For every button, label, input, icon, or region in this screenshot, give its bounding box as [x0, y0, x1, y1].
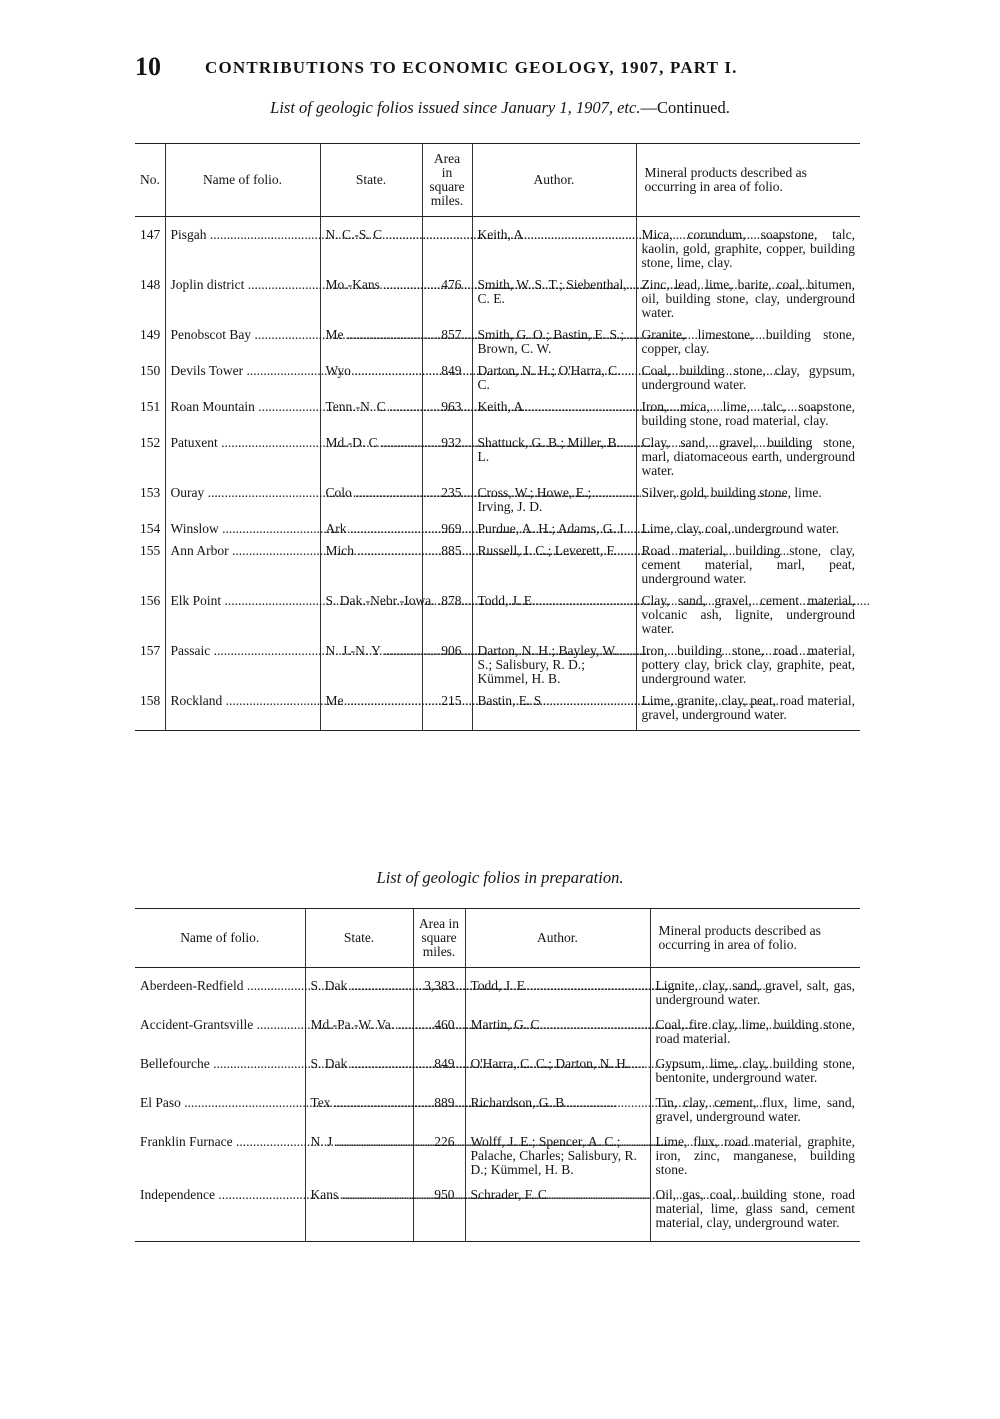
- header-minerals: Mineral products described as occurring in area of folio.: [650, 909, 860, 968]
- table-row: [135, 979, 860, 1018]
- folio-state: [305, 1057, 413, 1096]
- folio-state: [320, 364, 422, 400]
- folio-name-text: Independence .....: [140, 1188, 300, 1202]
- table-row: [135, 1188, 860, 1242]
- folio-state: [305, 1018, 413, 1057]
- folio-number: 152: [140, 435, 161, 450]
- folio-name-text: Patuxent .....: [171, 436, 315, 450]
- header-minerals: Mineral products described as occurring in area of folio.: [636, 144, 860, 217]
- folio-area: 906: [422, 644, 472, 694]
- folio-minerals: Clay, sand, gravel, building stone, marl, diatomaceous earth, underground water.: [636, 436, 860, 486]
- table-row: [135, 594, 860, 644]
- folio-state: [320, 278, 422, 328]
- folio-name: [135, 1018, 305, 1057]
- table1-body: [135, 217, 860, 731]
- folio-name-text: Roan Mountain .....: [171, 400, 315, 414]
- folio-area: 889: [413, 1096, 465, 1135]
- folio-state-text: Md.-D. C .....: [326, 436, 417, 450]
- folio-author: Smith, W. S. T.; Siebenthal, C. E.: [472, 278, 636, 328]
- folio-name: [165, 694, 320, 731]
- folio-author: Keith, A: [472, 400, 636, 436]
- folio-state: [305, 1188, 413, 1242]
- folio-name: [165, 228, 320, 278]
- folio-state: [320, 644, 422, 694]
- header-no: No.: [135, 144, 165, 217]
- folio-name: [165, 364, 320, 400]
- folio-name-text: Winslow .....: [171, 522, 315, 536]
- table2-header-row: [135, 909, 860, 968]
- folio-name-text: Franklin Furnace .....: [140, 1135, 300, 1149]
- folio-state-text: S. Dak .....: [311, 979, 408, 993]
- table-row: [135, 436, 860, 486]
- table-row: [135, 694, 860, 731]
- folio-area: 878: [422, 594, 472, 644]
- table-row: [135, 1135, 860, 1188]
- table2-body: [135, 968, 860, 1242]
- folio-author: Richardson, G. B: [465, 1096, 650, 1135]
- table1-caption-text: List of geologic folios issued since January 1, 1907, etc.: [270, 98, 641, 117]
- folio-state: [305, 979, 413, 1018]
- folio-minerals: Tin, clay, cement, flux, lime, sand, gravel, underground water.: [650, 1096, 860, 1135]
- folio-area: 476: [422, 278, 472, 328]
- folio-minerals: Lime, granite, clay, peat, road material, gravel, underground water.: [636, 694, 860, 731]
- folio-minerals: Lime, flux, road material, graphite, iron, zinc, manganese, building stone.: [650, 1135, 860, 1188]
- table1-header-row: [135, 144, 860, 217]
- folio-name: [135, 979, 305, 1018]
- folio-minerals: Road material, building stone, clay, cement material, marl, peat, underground water.: [636, 544, 860, 594]
- folio-name-text: Rockland .....: [171, 694, 315, 708]
- folio-state-text: Colo .....: [326, 486, 417, 500]
- running-head: CONTRIBUTIONS TO ECONOMIC GEOLOGY, 1907, PART I.: [205, 58, 738, 77]
- issued-folios-table: [135, 143, 860, 731]
- folio-minerals: Gypsum, lime, clay, building stone, bentonite, underground water.: [650, 1057, 860, 1096]
- folio-author: Todd, J. E: [465, 979, 650, 1018]
- folio-minerals: Granite, limestone, building stone, copper, clay.: [636, 328, 860, 364]
- header-name: Name of folio.: [165, 144, 320, 217]
- folio-state-text: Ark .....: [326, 522, 417, 536]
- folio-area: 932: [422, 436, 472, 486]
- folio-number: 147: [140, 227, 161, 242]
- table-row: [135, 1057, 860, 1096]
- folio-state: [320, 522, 422, 544]
- folio-state-text: Kans .....: [311, 1188, 408, 1202]
- header-state: State.: [320, 144, 422, 217]
- folio-name-text: El Paso .....: [140, 1096, 300, 1110]
- table-row: [135, 522, 860, 544]
- header-area: Area in square miles.: [413, 909, 465, 968]
- folio-name-text: Devils Tower .....: [171, 364, 315, 378]
- header-state: State.: [305, 909, 413, 968]
- folio-number: 158: [135, 694, 165, 731]
- folio-number: 149: [140, 327, 161, 342]
- table-row: [135, 400, 860, 436]
- folio-state-text: Mich .....: [326, 544, 417, 558]
- folio-name-text: Accident-Grantsville .....: [140, 1018, 300, 1032]
- header-author: Author.: [465, 909, 650, 968]
- folio-author: Cross, W.; Howe, E.; Irving, J. D.: [472, 486, 636, 522]
- table-row: [135, 1096, 860, 1135]
- folio-area: 460: [413, 1018, 465, 1057]
- folio-state-text: S. Dak.-Nebr.-Iowa. .....: [326, 594, 417, 608]
- folio-minerals: Lignite, clay, sand, gravel, salt, gas, underground water.: [650, 979, 860, 1018]
- folio-author: Schrader, F. C: [465, 1188, 650, 1242]
- folio-name: [135, 1096, 305, 1135]
- folio-area: 849: [413, 1057, 465, 1096]
- table1-caption: [0, 98, 1000, 118]
- folio-author: Todd, J. E: [472, 594, 636, 644]
- folio-state-text: Mo.-Kans .....: [326, 278, 417, 292]
- folio-minerals: Oil, gas, coal, building stone, road material, lime, glass sand, cement material, clay, underground water.: [650, 1188, 860, 1242]
- folio-state-text: Wyo .....: [326, 364, 417, 378]
- folio-area: 963: [422, 400, 472, 436]
- folio-area: 885: [422, 544, 472, 594]
- folio-state: [305, 1096, 413, 1135]
- folio-name: [165, 644, 320, 694]
- folio-state-text: Me .....: [326, 694, 417, 708]
- folio-area: 969: [422, 522, 472, 544]
- folio-number: 150: [140, 363, 161, 378]
- folio-minerals: Mica, corundum, soapstone, talc, kaolin, gold, graphite, copper, building stone, lime, clay.: [636, 228, 860, 278]
- folio-minerals: Coal, fire clay, lime, building stone, road material.: [650, 1018, 860, 1057]
- folio-state-text: Tenn.-N. C .....: [326, 400, 417, 414]
- folio-author: Darton, N. H.; Bayley, W. S.; Salisbury, R. D.; Kümmel, H. B.: [472, 644, 636, 694]
- folio-name-text: Joplin district .....: [171, 278, 315, 292]
- folio-number: 156: [140, 593, 161, 608]
- folio-name: [135, 1135, 305, 1188]
- folio-name-text: Penobscot Bay .....: [171, 328, 315, 342]
- folio-area: 226: [413, 1135, 465, 1188]
- folio-name-text: Bellefourche .....: [140, 1057, 300, 1071]
- folio-number: 153: [140, 485, 161, 500]
- folio-name: [165, 436, 320, 486]
- folio-state: [320, 694, 422, 731]
- folio-minerals: Iron, mica, lime, talc, soapstone, building stone, road material, clay.: [636, 400, 860, 436]
- page-number: 10: [135, 52, 161, 81]
- folio-author: Wolff, J. E.; Spencer, A. C.; Palache, Charles; Salisbury, R. D.; Kümmel, H. B.: [465, 1135, 650, 1188]
- folio-state: [320, 436, 422, 486]
- folio-name: [165, 278, 320, 328]
- folio-state: [320, 593, 435, 644]
- folio-state-text: N. C.-S. C .....: [326, 228, 417, 242]
- folio-number: 151: [140, 399, 161, 414]
- folio-minerals: Iron, building stone, road material, pottery clay, brick clay, graphite, peat, underground water.: [636, 644, 860, 694]
- preparation-folios-table: [135, 908, 860, 1242]
- folio-author: Darton, N. H.; O'Harra, C. C.: [472, 364, 636, 400]
- folio-name-text: Aberdeen-Redfield .....: [140, 979, 300, 993]
- folio-number: 148: [140, 277, 161, 292]
- folio-author: Smith, G. O.; Bastin, E. S.; Brown, C. W.: [472, 328, 636, 364]
- table1-caption-continued: —Continued.: [640, 98, 730, 117]
- folio-number: 155: [140, 543, 161, 558]
- folio-area: 215: [422, 694, 472, 731]
- folio-name: [165, 328, 320, 364]
- folio-name-text: Passaic .....: [171, 644, 315, 658]
- folio-name-text: Elk Point .....: [171, 594, 315, 608]
- folio-state: [320, 328, 422, 364]
- folio-name: [165, 400, 320, 436]
- table-row: [135, 544, 860, 594]
- folio-number: 154: [140, 521, 161, 536]
- folio-minerals: Zinc, lead, lime, barite, coal, bitumen, oil, building stone, clay, underground water.: [636, 278, 860, 328]
- folio-state: [320, 486, 422, 522]
- folio-minerals: Lime, clay, coal, underground water.: [636, 522, 860, 544]
- header-author: Author.: [472, 144, 636, 217]
- folio-state-text: N. J .....: [311, 1135, 408, 1149]
- folio-state-text: S. Dak .....: [311, 1057, 408, 1071]
- folio-name: [165, 522, 320, 544]
- folio-name-text: Pisgah .....: [171, 228, 315, 242]
- folio-author: Martin, G. C: [465, 1018, 650, 1057]
- folio-name-text: Ann Arbor .....: [171, 544, 315, 558]
- folio-area: 235: [422, 486, 472, 522]
- folio-area: 849: [422, 364, 472, 400]
- folio-state: [320, 544, 422, 594]
- folio-state: [320, 228, 422, 278]
- folio-author: Keith, A: [472, 228, 636, 278]
- folio-minerals: Coal, building stone, clay, gypsum, underground water.: [636, 364, 860, 400]
- folio-name: [165, 544, 320, 594]
- folio-name: [135, 1188, 305, 1242]
- folio-area: 857: [422, 328, 472, 364]
- folio-name: [165, 594, 320, 644]
- folio-author: Shattuck, G. B.; Miller, B. L.: [472, 436, 636, 486]
- table-row: [135, 364, 860, 400]
- folio-author: Purdue, A. H.; Adams, G. I.: [472, 522, 636, 544]
- folio-area: 3,383: [413, 979, 465, 1018]
- header-name: Name of folio.: [135, 909, 305, 968]
- folio-number: 157: [140, 643, 161, 658]
- table-row: [135, 644, 860, 694]
- folio-state: [320, 400, 422, 436]
- folio-minerals: Clay, sand, gravel, cement material, volcanic ash, lignite, underground water.: [636, 594, 860, 644]
- table-row: [135, 228, 860, 278]
- folio-author: O'Harra, C. C.; Darton, N. H.: [465, 1057, 650, 1096]
- folio-author: Bastin, E. S: [472, 694, 636, 731]
- folio-state-text: Me .....: [326, 328, 417, 342]
- folio-name: [135, 1057, 305, 1096]
- table2-caption: List of geologic folios in preparation.: [376, 868, 624, 887]
- folio-minerals: Silver, gold, building stone, lime.: [636, 486, 860, 522]
- folio-state: [305, 1135, 413, 1188]
- folio-state-text: Md.-Pa.-W. Va. .....: [311, 1018, 408, 1032]
- folio-state-text: Tex .....: [311, 1096, 408, 1110]
- folio-author: Russell, I. C.; Leverett, F.: [472, 544, 636, 594]
- header-area: Area in square miles.: [422, 144, 472, 217]
- folio-name-text: Ouray .....: [171, 486, 315, 500]
- table-row: [135, 328, 860, 364]
- table-row: [135, 486, 860, 522]
- table-row: [135, 1018, 860, 1057]
- table-row: [135, 278, 860, 328]
- folio-name: [165, 486, 320, 522]
- folio-area: 950: [413, 1188, 465, 1242]
- folio-state-text: N. J.-N. Y .....: [326, 644, 417, 658]
